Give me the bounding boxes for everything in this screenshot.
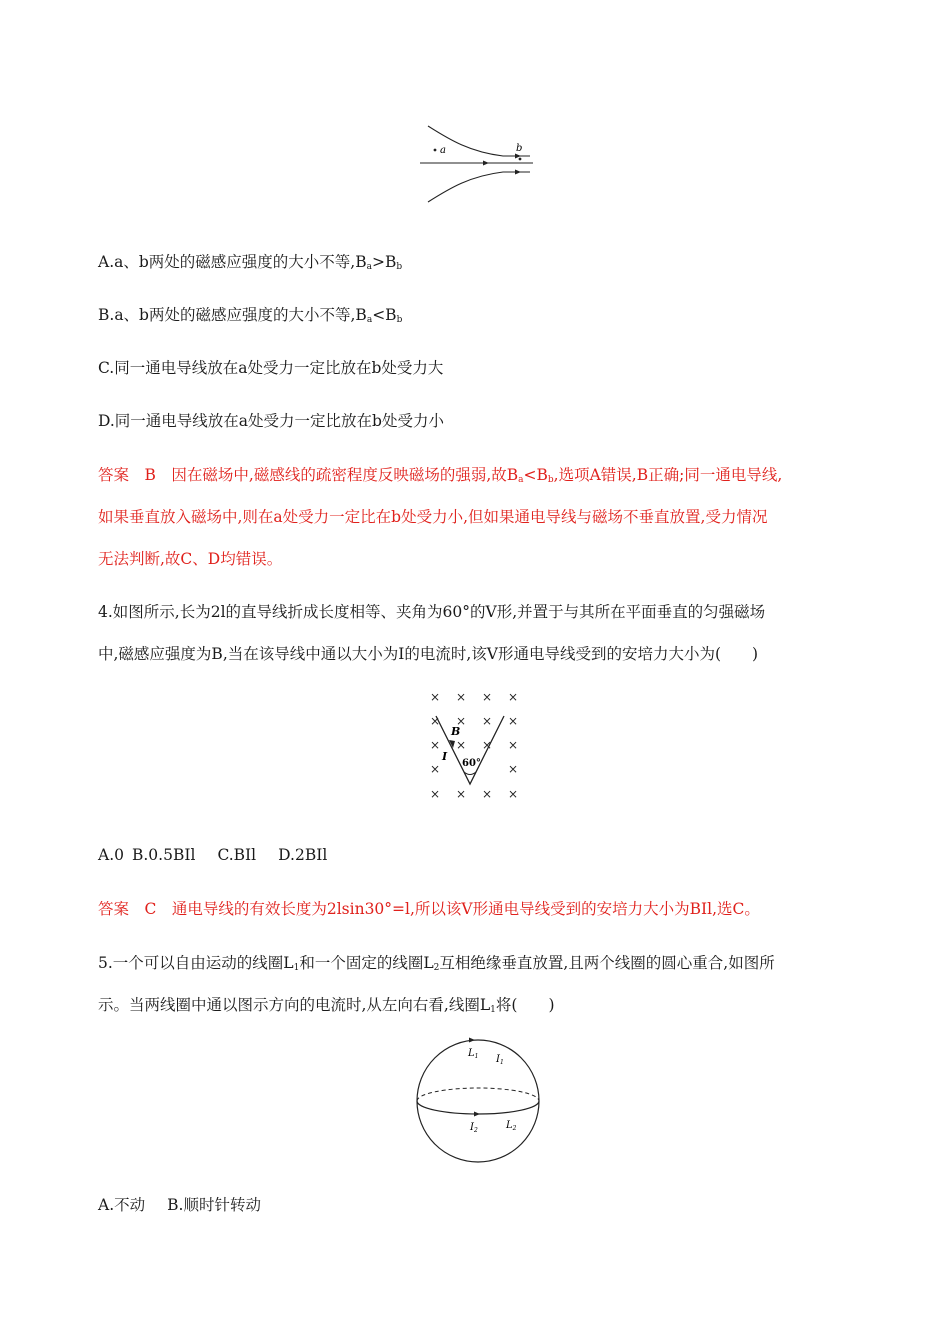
coils-figure: [410, 1034, 546, 1168]
cross-mark: ×: [429, 762, 441, 776]
q5-options: [98, 1195, 261, 1215]
cross-mark: ×: [481, 787, 493, 801]
q4-stem-line2: 中,磁感应强度为B,当在该导线中通以大小为I的电流时,该V形通电导线受到的安培力大小为( ): [98, 645, 759, 663]
option-d: D.同一通电导线放在a处受力一定比放在b处受力小: [98, 412, 444, 430]
cross-mark: ×: [429, 714, 441, 728]
field-lines-figure: [415, 118, 540, 210]
q4-option-b: B.0.5BIl: [131, 846, 196, 864]
cross-mark: ×: [507, 787, 519, 801]
answer-q3-line1: 答案 B 因在磁场中,磁感线的疏密程度反映磁场的强弱,故$B_a<B_b$,选项A错误,B正确;同一通电导线,: [98, 466, 783, 485]
cross-mark: ×: [455, 690, 467, 704]
q5-option-a: A.不动: [98, 1196, 146, 1214]
point-a: [434, 149, 437, 152]
cross-mark: ×: [507, 762, 519, 776]
coil-L2-back: [417, 1088, 539, 1101]
option-a: A.a、b两处的磁感应强度的大小不等$,B_a>B_b$: [98, 253, 403, 272]
label-I1: $I_1$: [496, 1054, 504, 1066]
option-b: B.a、b两处的磁感应强度的大小不等$,B_a<B_b$: [98, 306, 403, 325]
label-a: a: [440, 145, 446, 156]
q5-option-b: B.顺时针转动: [167, 1196, 261, 1214]
cross-mark: ×: [507, 714, 519, 728]
option-c: C.同一通电导线放在a处受力一定比放在b处受力大: [98, 359, 444, 377]
angle-arc: [464, 772, 476, 775]
answer-q3-line2: 如果垂直放入磁场中,则在a处受力一定比在b处受力小,但如果通电导线与磁场不垂直放置,受力情况: [98, 508, 768, 526]
label-L1: $L_1$: [468, 1048, 479, 1060]
answer-q3-line3: 无法判断,故C、D均错误。: [98, 550, 283, 568]
label-B: B: [451, 725, 461, 738]
cross-mark: ×: [455, 738, 467, 752]
cross-mark: ×: [429, 690, 441, 704]
q4-stem-line1: 4.如图所示,长为2l的直导线折成长度相等、夹角为60°的V形,并置于与其所在平面垂直的匀强磁场: [98, 603, 766, 621]
cross-mark: ×: [481, 690, 493, 704]
q4-options: [98, 845, 327, 865]
label-b: b: [516, 143, 523, 154]
label-I: I: [442, 750, 448, 763]
v-wire-figure: [422, 686, 532, 806]
q4-option-a: A.0: [98, 846, 124, 864]
arrow-icon: [469, 1038, 475, 1043]
cross-mark: ×: [429, 738, 441, 752]
cross-mark: ×: [429, 787, 441, 801]
cross-mark: ×: [481, 738, 493, 752]
label-I2: $I_2$: [470, 1122, 478, 1134]
answer-q4: 答案 C 通电导线的有效长度为2lsin30°=l,所以该V形通电导线受到的安培力大小为BIl,选C。: [98, 900, 760, 918]
cross-mark: ×: [455, 714, 467, 728]
point-b: [519, 158, 522, 161]
cross-mark: ×: [481, 714, 493, 728]
cross-mark: ×: [455, 787, 467, 801]
label-L2: $L_2$: [506, 1120, 517, 1132]
coil-L2-front: [417, 1101, 539, 1114]
label-angle: 60°: [462, 758, 481, 769]
cross-mark: ×: [507, 738, 519, 752]
arrow-icon: [483, 161, 489, 166]
q4-option-c: C.BIl: [217, 846, 257, 864]
q4-option-d: D.2BIl: [278, 846, 328, 864]
cross-mark: ×: [507, 690, 519, 704]
q5-stem-line1: 5.一个可以自由运动的线圈$L_1$和一个固定的线圈$L_2$互相绝缘垂直放置,且两个线圈的圆心重合,如图所: [98, 954, 775, 973]
q5-stem-line2: 示。当两线圈中通以图示方向的电流时,从左向右看,线圈$L_1$将( ): [98, 996, 555, 1015]
arrow-icon: [515, 170, 521, 175]
arrow-icon: [474, 1112, 480, 1117]
lower-field-line: [428, 172, 530, 202]
